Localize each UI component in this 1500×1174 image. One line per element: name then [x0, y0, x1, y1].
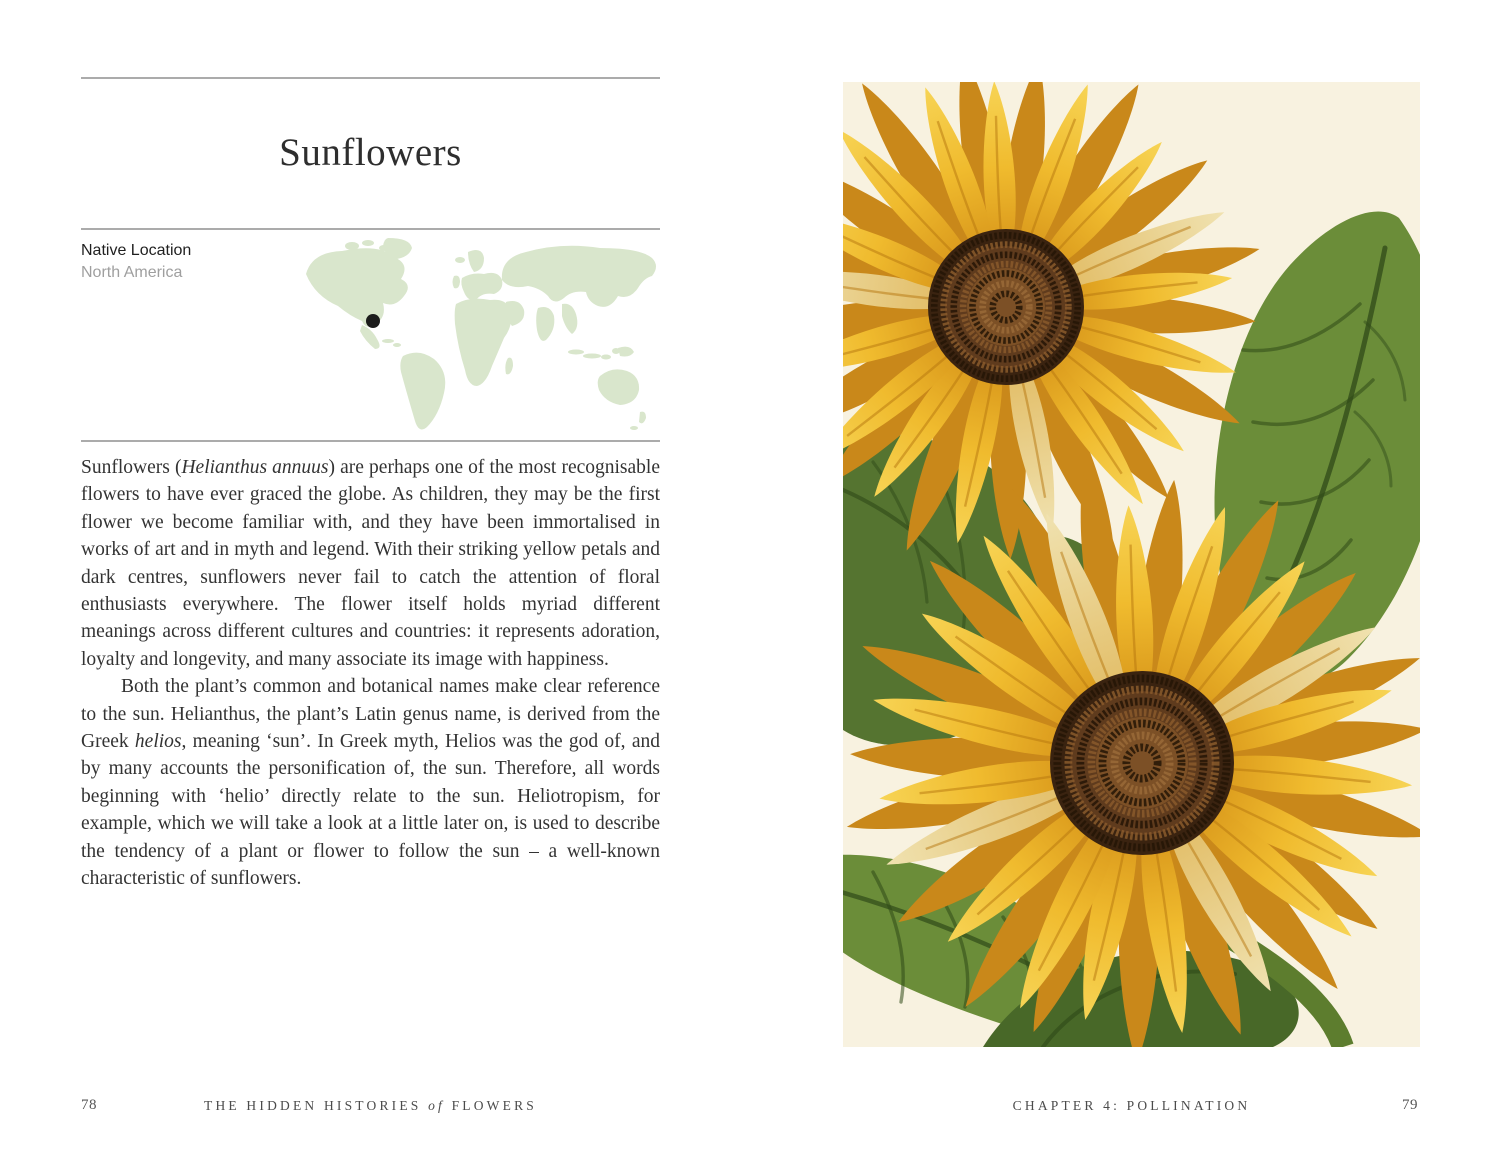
page-title: Sunflowers	[279, 131, 462, 174]
chapter-title: CHAPTER 4: POLLINATION	[1012, 1098, 1251, 1113]
divider	[81, 440, 660, 442]
page-number-left: 78	[81, 1097, 97, 1113]
body-text	[81, 454, 660, 893]
running-title-italic: of	[428, 1098, 445, 1113]
body-run: , meaning ‘sun’. In Greek myth, Helios was the god of, and by many accounts the personification of, the sun. Therefore, all words beginning with ‘helio’ directly relate to the sun. Heliotropism, for example, which we will take a look at a little later on, is used to describe the tendency of a plant or flower to follow the sun – a well-known characteristic of sunflowers.	[81, 731, 660, 890]
native-location-block	[81, 240, 191, 284]
body-run: Sunflowers (	[81, 457, 182, 478]
right-page	[843, 0, 1420, 1174]
greek-word-italic: helios	[134, 731, 182, 753]
running-title-text: THE HIDDEN HISTORIES	[204, 1098, 429, 1113]
native-location-label: Native Location	[81, 242, 192, 259]
divider	[81, 77, 660, 79]
sunflower-illustration	[843, 82, 1420, 1047]
divider	[81, 228, 660, 230]
page-number-right: 79	[1402, 1097, 1418, 1113]
world-map-land	[306, 238, 656, 430]
body-run: Both the plant’s common and botanical names make clear reference to the sun. Helianthus, the plant’s Latin genus name, is derived from the Greek	[81, 676, 660, 753]
left-page	[81, 0, 660, 1174]
running-title-text: FLOWERS	[445, 1098, 537, 1113]
running-title	[81, 1098, 660, 1114]
native-location-value: North America	[81, 264, 183, 281]
body-run: ) are perhaps one of the most recognisable flowers to have ever graced the globe. As children, they may be the first flower we become familiar with, and they have been immortalised in works of art and in myth and legend. With their striking yellow petals and dark centres, sunflowers never fail to catch the attention of floral enthusiasts everywhere. The flower itself holds myriad different meanings across different cultures and countries: it represents adoration, loyalty and longevity, and many associate its image with happiness.	[81, 457, 660, 670]
native-location-marker	[366, 314, 380, 328]
latin-name-italic: Helianthus annuus	[181, 457, 329, 478]
world-map	[300, 238, 662, 434]
paragraph	[81, 454, 660, 673]
paragraph	[81, 673, 660, 892]
